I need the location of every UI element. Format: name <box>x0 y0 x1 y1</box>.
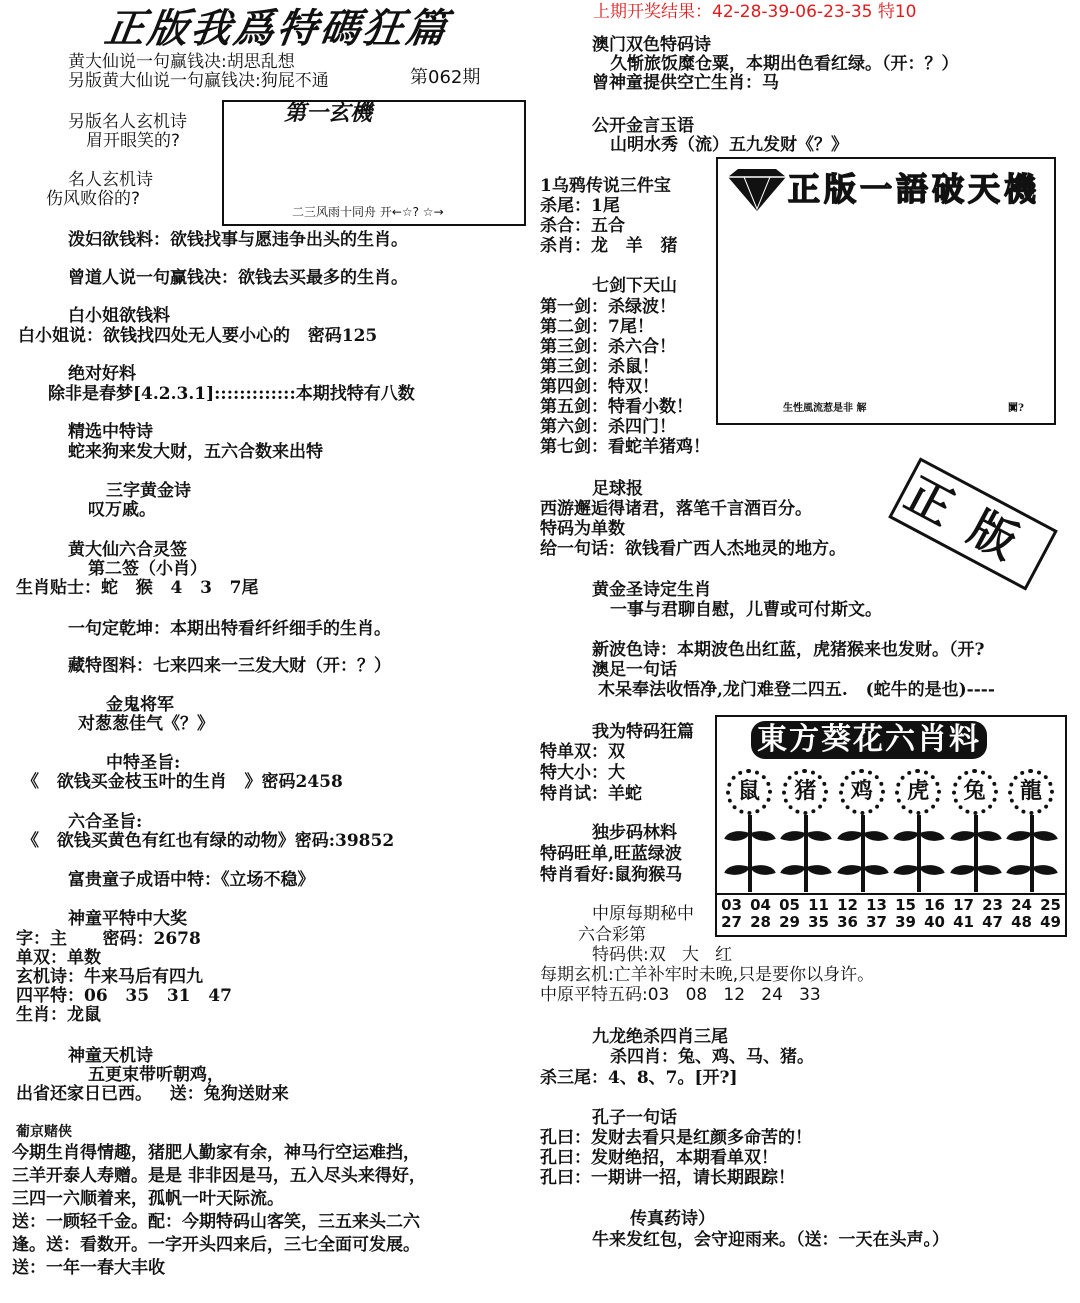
aozu-title: 澳足一句话 <box>592 660 677 680</box>
fugui-line: 富贵童子成语中特：《立场不稳》 <box>68 870 315 890</box>
leaf-icon <box>919 826 944 847</box>
huang-daxian-alt-line: 另版黄大仙说一句赢钱决:狗屁不通 <box>68 71 329 91</box>
leaf-icon <box>950 860 975 881</box>
sunflower-row <box>723 767 1059 892</box>
zodiac-label: 兔 <box>952 769 998 815</box>
pujing-line: 送：一年一春大丰收 <box>12 1258 165 1278</box>
number-cell: 28 <box>750 913 771 931</box>
pujing-line: 今期生肖得情趣，猪肥人勤家有余，神马行空运难挡， <box>12 1143 420 1163</box>
leaf-icon <box>919 860 944 881</box>
leaf-icon <box>807 826 832 847</box>
tianji-box <box>716 157 1056 425</box>
number-cell: 37 <box>866 913 887 931</box>
leaf-icon <box>807 860 832 881</box>
number-cell: 03 <box>721 896 742 914</box>
sunflower-box-title: 東方葵花六肖料 <box>751 721 987 759</box>
number-cell: 27 <box>721 913 742 931</box>
zhongyuan-xuanji: 每期玄机:亡羊补牢时未晚,只是要你以身许。 <box>540 965 875 985</box>
jiulong-kill4: 杀四肖：兔、鸡、马、猪。 <box>610 1047 814 1067</box>
page-title: 正版我爲特碼狂篇 <box>101 6 453 52</box>
bai-text: 白小姐说：欲钱找四处无人要小心的 密码125 <box>18 326 378 346</box>
leaf-icon <box>750 860 775 881</box>
number-cell: 11 <box>808 896 829 914</box>
number-cell: 16 <box>924 896 945 914</box>
sunflower <box>836 767 890 892</box>
number-cell: 25 <box>1040 896 1061 914</box>
leaf-icon <box>837 860 862 881</box>
leaf-icon <box>863 860 888 881</box>
kongzi-line: 孔曰：发财绝招，本期看单双！ <box>540 1148 778 1168</box>
shentong-title: 神童平特中大奖 <box>68 909 187 929</box>
jiulong-kill3: 杀三尾：4、8、7。[开?] <box>540 1068 738 1088</box>
number-grid <box>717 893 1065 931</box>
lingqian-title: 黄大仙六合灵签 <box>68 540 187 560</box>
number-cell: 29 <box>779 913 800 931</box>
number-row <box>717 914 1065 931</box>
jinyan-title: 公开金言玉语 <box>592 116 694 136</box>
number-row <box>717 897 1065 914</box>
tianji-line2: 出省还家日已西。 送：兔狗送财来 <box>16 1084 289 1104</box>
cangte-line: 藏特图料：七来四来一三发大财（开：？） <box>68 656 391 676</box>
qijian-line: 第六剑：杀四门！ <box>540 417 676 437</box>
leaf-icon <box>1006 860 1031 881</box>
sunflower <box>779 767 833 892</box>
chuanzhen-title: 传真药诗） <box>630 1209 715 1229</box>
pujing-line: 三羊开泰人寿赠。是是 非非因是马，五入尽头来得好， <box>12 1166 426 1186</box>
zodiac-label: 虎 <box>895 769 941 815</box>
zeng-shentong-line: 曾神童提供空亡生肖：马 <box>592 73 779 93</box>
poem-title: 名人玄机诗 <box>68 170 153 190</box>
aomen-title: 澳门双色特码诗 <box>592 35 711 55</box>
leaf-icon <box>893 826 918 847</box>
genuine-stamp: 正版 <box>888 457 1058 590</box>
aozu-text: 木呆奉法收悟净,龙门难登二四五. (蛇牛的是也)---- <box>598 680 995 700</box>
tianji-title: 神童天机诗 <box>68 1046 153 1066</box>
leaf-icon <box>750 826 775 847</box>
number-cell: 05 <box>779 896 800 914</box>
xuanji-box <box>222 100 526 226</box>
wuya-line: 杀尾：1尾 <box>540 196 620 216</box>
tianji-box-footer-right: 闐? <box>1008 403 1024 414</box>
number-cell: 36 <box>837 913 858 931</box>
jueduihao-text: 除非是春梦[4.2.3.1]:::::::::::::本期找特有八数 <box>48 384 415 404</box>
yiju-line: 一句定乾坤：本期出特看纤纤细手的生肖。 <box>68 619 391 639</box>
zodiac-label: 鼠 <box>726 769 772 815</box>
huang-daxian-line: 黄大仙说一句赢钱决:胡思乱想 <box>68 52 295 72</box>
zhongyuan-special: 特码供:双 大 红 <box>592 945 733 965</box>
qijian-line: 第三剑：杀鼠！ <box>540 357 659 377</box>
kuangpian-title: 我为特码狂篇 <box>592 722 694 742</box>
xinbo-line: 新波色诗：本期波色出红蓝，虎猪猴来也发财。（开? <box>592 640 985 660</box>
diamond-icon <box>724 167 790 213</box>
number-cell: 49 <box>1040 913 1061 931</box>
kuangpian-line: 特肖试：羊蛇 <box>540 784 642 804</box>
issue-number: 第062期 <box>410 67 481 88</box>
shentong-line: 字：主 密码：2678 <box>16 929 201 949</box>
zuqiu-line: 给一句话：欲钱看广西人杰地灵的地方。 <box>540 539 846 559</box>
dubu-title: 独步码林料 <box>592 823 677 843</box>
number-cell: 41 <box>953 913 974 931</box>
kongzi-line: 孔曰：一期讲一招，请长期跟踪！ <box>540 1168 795 1188</box>
sunflower <box>949 767 1003 892</box>
jingui-text: 对葱葱佳气《？》 <box>78 714 214 734</box>
number-cell: 23 <box>982 896 1003 914</box>
number-cell: 04 <box>750 896 771 914</box>
kongzi-line: 孔曰：发财去看只是红颜多命苦的！ <box>540 1128 812 1148</box>
number-cell: 13 <box>866 896 887 914</box>
aomen-text: 久惭旅饭糜仓粟，本期出色看红绿。（开：？） <box>610 54 959 74</box>
qijian-line: 第五剑：特看小数！ <box>540 397 693 417</box>
number-cell: 40 <box>924 913 945 931</box>
jingxuan-text: 蛇来狗来发大财，五六合数来出特 <box>68 442 323 462</box>
sanzi-text: 叹万戚。 <box>88 500 156 520</box>
leaf-icon <box>1032 860 1057 881</box>
chuanzhen-text: 牛来发红包，会守迎雨来。（送：一天在头声。） <box>592 1230 949 1250</box>
number-cell: 24 <box>1011 896 1032 914</box>
zodiac-label: 龍 <box>1008 769 1054 815</box>
kuangpian-line: 特大小：大 <box>540 763 625 783</box>
zhongte-title: 中特圣旨: <box>106 753 181 773</box>
alt-poem-text: 眉开眼笑的? <box>86 131 181 151</box>
number-cell: 17 <box>953 896 974 914</box>
zhongyuan-five: 中原平特五码:03 08 12 24 33 <box>540 985 821 1005</box>
wuya-title: 1乌鸦传说三件宝 <box>540 176 671 196</box>
pujing-line: 逢。送：看数开。一字开头四来后，三七全面可发展。 <box>12 1235 420 1255</box>
lingqian-tip: 生肖贴士：蛇 猴 4 3 7尾 <box>16 578 259 598</box>
lingqian-sub: 第二签（小肖） <box>88 559 207 579</box>
sanzi-title: 三字黄金诗 <box>106 481 191 501</box>
zuqiu-line: 特码为单数 <box>540 519 625 539</box>
sunflower <box>723 767 777 892</box>
leaf-icon <box>863 826 888 847</box>
jueduihao-title: 绝对好料 <box>68 364 136 384</box>
number-cell: 48 <box>1011 913 1032 931</box>
zeng-daoren-line: 曾道人说一句赢钱决：欲钱去买最多的生肖。 <box>68 268 408 288</box>
leaf-icon <box>724 860 749 881</box>
huangjin-text: 一事与君聊自慰，儿曹或可付斯文。 <box>610 600 882 620</box>
qijian-line: 第二剑：7尾！ <box>540 317 654 337</box>
tianji-box-title: 正版一語破天機 <box>788 170 1041 208</box>
dubu-line: 特码旺单,旺蓝绿波 <box>540 844 682 864</box>
number-cell: 12 <box>837 896 858 914</box>
leaf-icon <box>781 826 806 847</box>
pujing-line: 三四一六顺着来，孤帆一叶天际流。 <box>12 1189 284 1209</box>
leaf-icon <box>781 860 806 881</box>
jiulong-title: 九龙绝杀四肖三尾 <box>592 1027 728 1047</box>
zodiac-label: 鸡 <box>839 769 885 815</box>
xuanji-box-title: 第一玄機 <box>284 101 373 126</box>
number-cell: 15 <box>895 896 916 914</box>
wuya-line: 杀合：五合 <box>540 216 625 236</box>
number-cell: 35 <box>808 913 829 931</box>
sunflower <box>1005 767 1059 892</box>
bai-title: 白小姐欲钱料 <box>68 306 170 326</box>
jingxuan-title: 精选中特诗 <box>68 422 153 442</box>
tianji-line1: 五更束带听朝鸡， <box>88 1065 224 1085</box>
leaf-icon <box>837 826 862 847</box>
zhongte-text: 《 欲钱买金枝玉叶的生肖 》密码2458 <box>22 772 343 792</box>
qijian-line: 第七剑：看蛇羊猪鸡！ <box>540 437 710 457</box>
number-cell: 39 <box>895 913 916 931</box>
shentong-line: 单双：单数 <box>16 948 101 968</box>
kongzi-title: 孔子一句话 <box>592 1108 677 1128</box>
pujing-line: 送：一顾轻千金。配：今期特码山客笑，三五来头二六 <box>12 1212 420 1232</box>
shentong-line: 玄机诗：牛来马后有四九 <box>16 967 203 987</box>
kuangpian-line: 特单双：双 <box>540 742 625 762</box>
qijian-line: 第三剑：杀六合！ <box>540 337 676 357</box>
zuqiu-line: 西游邂逅得诸君，落笔千言酒百分。 <box>540 499 812 519</box>
zhongyuan-sub: 六合彩第 <box>578 925 646 945</box>
liuhe-text: 《 欲钱买黄色有红也有绿的动物》密码:39852 <box>22 831 395 851</box>
leaf-icon <box>976 860 1001 881</box>
leaf-icon <box>950 826 975 847</box>
shentong-line: 四平特：06 35 31 47 <box>16 986 232 1006</box>
jinyan-text: 山明水秀（流）五九发财《？》 <box>610 135 848 155</box>
sunflower-box <box>715 715 1067 937</box>
poem-text: 伤风败俗的? <box>46 189 141 209</box>
jingui-title: 金鬼将军 <box>106 695 174 715</box>
leaf-icon <box>724 826 749 847</box>
xuanji-box-footer: 二三风雨十同舟 开←☆? ☆→ <box>292 205 444 219</box>
huangjin-title: 黄金圣诗定生肖 <box>592 580 711 600</box>
wuya-line: 杀肖：龙 羊 猪 <box>540 236 678 256</box>
zodiac-label: 猪 <box>782 769 828 815</box>
pofu-line: 泼妇欲钱料：欲钱找事与愿违争出头的生肖。 <box>68 230 408 250</box>
leaf-icon <box>893 860 918 881</box>
last-result: 上期开奖结果：42-28-39-06-23-35 特10 <box>593 2 917 22</box>
leaf-icon <box>1032 826 1057 847</box>
alt-poem-title: 另版名人玄机诗 <box>68 112 187 132</box>
sunflower <box>892 767 946 892</box>
zhongyuan-title: 中原每期秘中 <box>592 904 694 924</box>
qijian-line: 第四剑：特双！ <box>540 377 659 397</box>
number-cell: 47 <box>982 913 1003 931</box>
pujing-title: 葡京赌侠 <box>16 1124 72 1140</box>
qijian-line: 第一剑：杀绿波！ <box>540 297 676 317</box>
qijian-title: 七剑下天山 <box>592 276 677 296</box>
zuqiu-title: 足球报 <box>592 479 643 499</box>
liuhe-title: 六合圣旨: <box>68 812 143 832</box>
leaf-icon <box>976 826 1001 847</box>
dubu-line: 特肖看好:鼠狗猴马 <box>540 865 683 885</box>
shentong-line: 生肖：龙鼠 <box>16 1005 101 1025</box>
tianji-box-footer: 生性風流惹是非 解 <box>783 403 867 414</box>
leaf-icon <box>1006 826 1031 847</box>
